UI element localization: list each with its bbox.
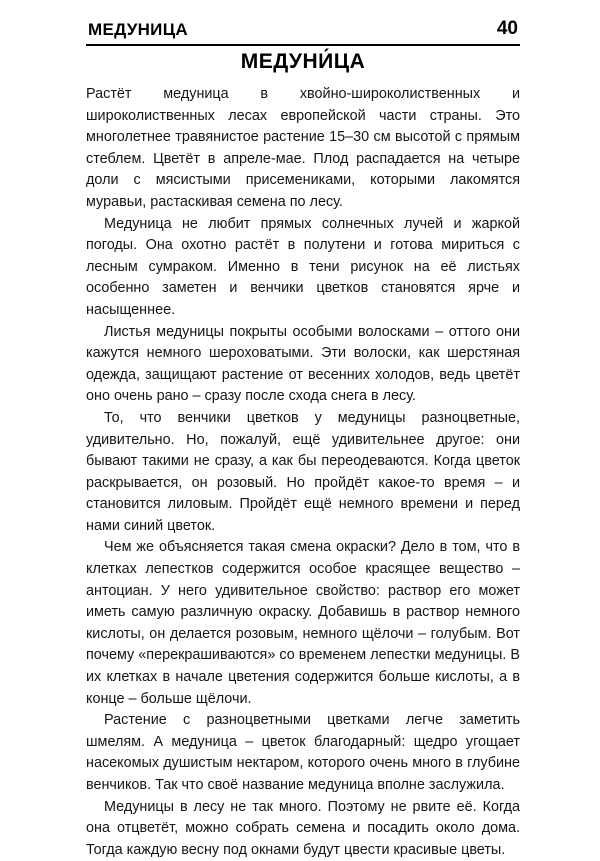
running-header-title: МЕДУНИЦА: [88, 20, 188, 39]
paragraph-anthocyanin: Чем же объясняется такая смена окраски? Дело в том, что в клетках лепестков содержится особое красящее вещество – антоциан. У него удивительное свойство: раствор его может иметь самую различную окраску. Добавишь в раствор немного кислоты, он делается розовым, немного щёлочи – голубым. Вот почему «перекрашиваются» со временем лепестки медуницы. В их клетках в начале цветения содержится больше кислоты, а в конце – больше щёлочи.: [86, 539, 520, 707]
paragraph-conservation: Медуницы в лесу не так много. Поэтому не рвите её. Когда она отцветёт, можно собрать семена и посадить около дома. Тогда каждую весну под окнами будут цвести красивые цветы.: [86, 798, 520, 858]
running-header: [88, 18, 518, 42]
paragraph-colors: То, что венчики цветков у медуницы разноцветные, удивительно. Но, пожалуй, ещё удивительнее другое: они бывают такими не сразу, а как бы переодеваются. Когда цветок раскрывается, он розовый. Но пройдёт какое-то время – и становится лиловым. Пройдёт ещё немного времени и перед нами синий цветок.: [86, 409, 520, 534]
paragraph-habitat: Медуница не любит прямых солнечных лучей и жаркой погоды. Она охотно растёт в полутени и готова мириться с лесным сумраком. Именно в тени рисунок на её листьях особенно заметен и венчики цветков становятся ярче и насыщеннее.: [86, 215, 520, 318]
paragraph-intro: Растёт медуница в хвойно-широколиственных и широколиственных лесах европейской части страны. Это многолетнее травянистое растение 15–30 см высотой с прямым стеблем. Цветёт в апреле-мае. Плод распадается на четыре доли с мясистыми присемениками, которыми лакомятся муравьи, растаскивая семена по лесу.: [86, 86, 520, 210]
paragraph-leaves: Листья медуницы покрыты особыми волосками – оттого они кажутся немного шероховатыми. Эти волоски, как шерстяная одежда, защищают растение от весенних холодов, ведь цветёт оно очень рано – сразу после схода снега в лесу.: [86, 323, 520, 405]
article-title: МЕДУНИ́ЦА: [240, 50, 366, 73]
paragraph-pollinators: Растение с разноцветными цветками легче заметить шмелям. А медуница – цветок благодарный: щедро угощает насекомых душистым нектаром, которого очень много в глубине венчиков. Так что своё название медуница вполне заслужила.: [86, 712, 520, 793]
page-number: 40: [496, 18, 518, 39]
header-rule: [86, 44, 520, 46]
article-body: [86, 84, 520, 861]
